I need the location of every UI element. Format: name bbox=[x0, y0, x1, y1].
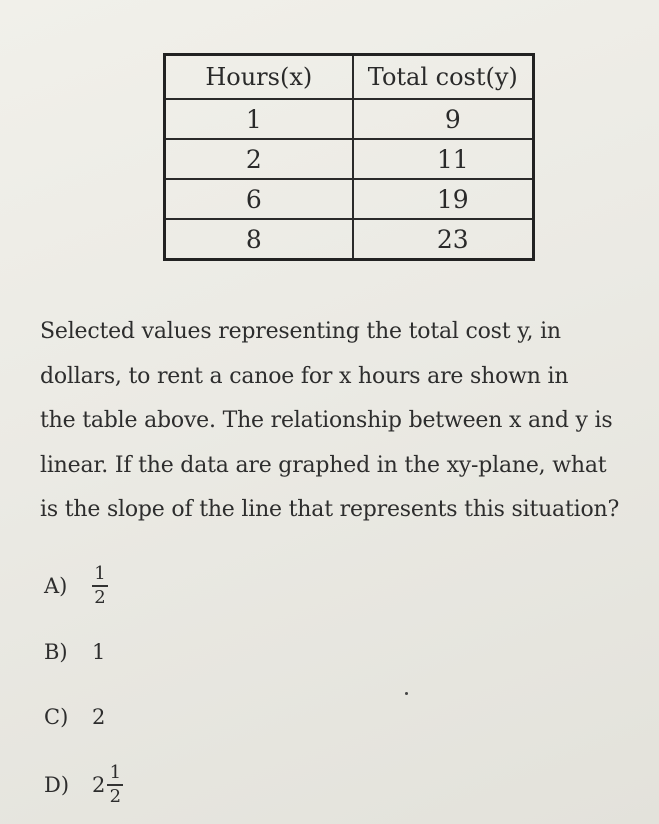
question-line: Selected values representing the total cost y, in bbox=[40, 319, 561, 344]
choice-c-letter: C) bbox=[44, 705, 69, 729]
cell-cost: 11 bbox=[353, 139, 534, 179]
question-line: the table above. The relationship between x and y is bbox=[40, 408, 613, 433]
choice-d-letter: D) bbox=[44, 773, 70, 797]
table-row bbox=[165, 219, 534, 260]
cell-hours: 2 bbox=[165, 139, 353, 179]
question-line: is the slope of the line that represents this situation? bbox=[40, 497, 620, 522]
choice-d[interactable] bbox=[44, 764, 123, 806]
choice-d-denominator: 2 bbox=[109, 786, 122, 807]
data-table bbox=[163, 53, 535, 261]
choice-a-fraction bbox=[92, 565, 108, 607]
table-header-row bbox=[165, 55, 534, 100]
cell-hours: 6 bbox=[165, 179, 353, 219]
cell-hours: 8 bbox=[165, 219, 353, 260]
choice-a-numerator: 1 bbox=[94, 563, 106, 584]
question-text bbox=[40, 310, 640, 533]
cell-cost: 23 bbox=[353, 219, 534, 260]
question-line: dollars, to rent a canoe for x hours are shown in bbox=[40, 363, 569, 389]
table-row bbox=[165, 179, 534, 219]
choice-a-letter: A) bbox=[44, 574, 68, 598]
choice-d-fraction bbox=[107, 764, 123, 806]
table-row bbox=[165, 139, 534, 179]
choice-d-whole: 2 bbox=[92, 773, 106, 797]
choice-c[interactable] bbox=[44, 705, 105, 729]
paper-speck bbox=[405, 692, 408, 695]
cell-hours: 1 bbox=[165, 99, 353, 139]
choice-a[interactable] bbox=[44, 565, 108, 607]
choice-b[interactable] bbox=[44, 640, 105, 664]
choice-b-value: 1 bbox=[92, 640, 106, 664]
choice-a-denominator: 2 bbox=[94, 587, 106, 608]
choice-b-letter: B) bbox=[44, 640, 68, 664]
choice-d-numerator: 1 bbox=[109, 762, 122, 783]
question-line: linear. If the data are graphed in the xy-plane, what bbox=[40, 452, 607, 478]
header-hours: Hours(x) bbox=[165, 55, 353, 100]
choice-c-value: 2 bbox=[92, 705, 106, 729]
cell-cost: 19 bbox=[353, 179, 534, 219]
header-total-cost: Total cost(y) bbox=[353, 55, 534, 100]
cell-cost: 9 bbox=[353, 99, 534, 139]
table-row bbox=[165, 99, 534, 139]
